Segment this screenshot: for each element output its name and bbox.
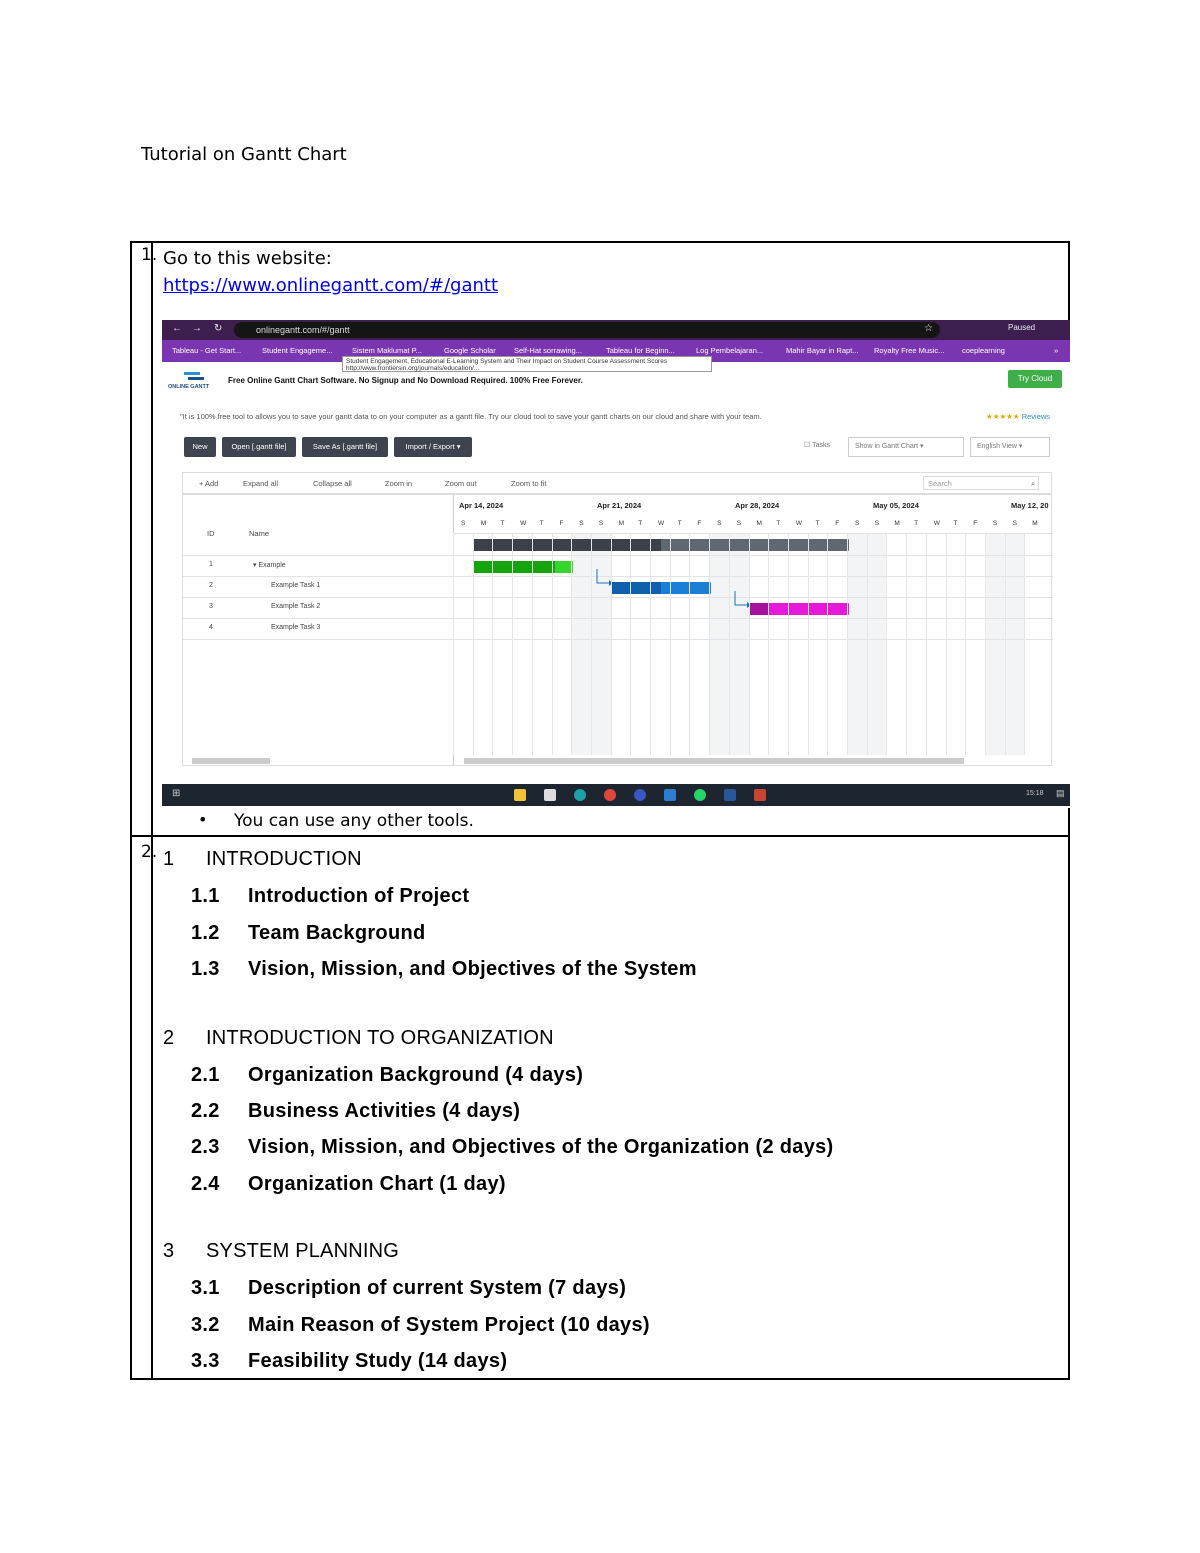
hover-tooltip: Student Engagement, Educational E-Learning System and Their Impact on Student Course Assessment Scores http://www.frontiersin.org/journals/education/... bbox=[342, 356, 712, 372]
edge-icon[interactable] bbox=[574, 789, 586, 801]
day-gridline bbox=[492, 533, 493, 755]
task-name[interactable]: Example Task 2 bbox=[271, 603, 321, 610]
section-number: 1 bbox=[163, 848, 175, 870]
subsection-title: Feasibility Study (14 days) bbox=[248, 1350, 508, 1372]
subsection-title: Organization Background (4 days) bbox=[248, 1064, 584, 1086]
day-gridline bbox=[749, 533, 750, 755]
store-icon[interactable] bbox=[664, 789, 676, 801]
bookmark-item[interactable]: Sistem Maklumat P... bbox=[352, 346, 422, 355]
notifications-icon[interactable]: ▤ bbox=[1056, 788, 1065, 798]
bookmark-item[interactable]: Student Engageme... bbox=[262, 346, 333, 355]
language-select[interactable]: English View ▾ bbox=[970, 437, 1050, 457]
day-label: T bbox=[776, 520, 781, 527]
reviews-label: Reviews bbox=[1021, 412, 1051, 421]
day-label: M bbox=[1032, 520, 1038, 527]
horizontal-scrollbar[interactable] bbox=[182, 758, 1052, 764]
day-gridline bbox=[571, 533, 572, 755]
subsection-title: Description of current System (7 days) bbox=[248, 1277, 627, 1299]
day-label: S bbox=[717, 520, 722, 527]
logo-text: ONLINE GANTT bbox=[168, 384, 210, 390]
day-label: W bbox=[795, 520, 803, 527]
step-number-2: 2. bbox=[141, 842, 158, 862]
subsection-number: 2.4 bbox=[191, 1173, 220, 1195]
task-id: 3 bbox=[209, 603, 213, 610]
new-button[interactable]: New bbox=[184, 437, 216, 457]
section-title: SYSTEM PLANNING bbox=[206, 1240, 400, 1262]
zoom-out-button[interactable]: Zoom out bbox=[445, 479, 477, 488]
bookmark-item[interactable]: coeplearning bbox=[962, 346, 1005, 355]
clock: 15:18 bbox=[1026, 790, 1044, 797]
day-label: F bbox=[835, 520, 840, 527]
subsection-title: Business Activities (4 days) bbox=[248, 1100, 521, 1122]
subsection-number: 3.1 bbox=[191, 1277, 220, 1299]
day-gridline bbox=[650, 533, 651, 755]
zoom-to-fit-button[interactable]: Zoom to fit bbox=[511, 479, 547, 488]
url-field[interactable]: onlinegantt.com/#/gantt bbox=[234, 322, 940, 338]
online-gantt-logo bbox=[166, 370, 216, 390]
day-label: S bbox=[579, 520, 584, 527]
day-gridline bbox=[965, 533, 966, 755]
task-1-progress bbox=[473, 561, 555, 573]
step-number-1: 1. bbox=[141, 245, 158, 265]
day-gridline bbox=[689, 533, 690, 755]
tagline: Free Online Gantt Chart Software. No Signup and No Download Required. 100% Free Forever. bbox=[228, 376, 583, 385]
subsection-number: 2.2 bbox=[191, 1100, 220, 1122]
search-input[interactable]: Search bbox=[923, 476, 1039, 490]
week-label: Apr 21, 2024 bbox=[597, 501, 642, 510]
day-gridline bbox=[611, 533, 612, 755]
day-label: F bbox=[973, 520, 978, 527]
subsection-title: Vision, Mission, and Objectives of the Organization (2 days) bbox=[248, 1136, 834, 1158]
day-gridline bbox=[985, 533, 986, 755]
summary-progress bbox=[473, 539, 661, 551]
bookmark-item[interactable]: Mahir Bayar in Rapt... bbox=[786, 346, 859, 355]
task-name[interactable]: ▾ Example bbox=[253, 562, 286, 569]
section-title: INTRODUCTION TO ORGANIZATION bbox=[206, 1027, 554, 1049]
day-gridline bbox=[473, 533, 474, 755]
day-gridline bbox=[630, 533, 631, 755]
day-gridline bbox=[788, 533, 789, 755]
day-label: W bbox=[658, 520, 665, 527]
day-label: M bbox=[480, 520, 487, 527]
tasks-checkbox[interactable]: ☐ Tasks bbox=[804, 442, 830, 449]
subsection-number: 3.3 bbox=[191, 1350, 220, 1372]
forward-icon[interactable]: → bbox=[192, 323, 202, 334]
whatsapp-icon[interactable] bbox=[694, 789, 706, 801]
subsection-number: 2.3 bbox=[191, 1136, 220, 1158]
open-gantt-file-button[interactable]: Open [.gantt file] bbox=[222, 437, 296, 457]
bookmark-item[interactable]: Tableau for Beginn... bbox=[606, 346, 675, 355]
week-label: Apr 28, 2024 bbox=[735, 501, 780, 510]
day-gridline bbox=[946, 533, 947, 755]
chrome-icon[interactable] bbox=[604, 789, 616, 801]
task-id: 2 bbox=[209, 582, 213, 589]
day-label: F bbox=[697, 520, 702, 527]
rating-stars: ★★★★★ bbox=[986, 412, 1020, 421]
document-title: Tutorial on Gantt Chart bbox=[141, 144, 347, 165]
week-label: Apr 14, 2024 bbox=[459, 501, 504, 510]
day-label: S bbox=[736, 520, 742, 527]
day-label: W bbox=[933, 520, 940, 527]
back-icon[interactable]: ← bbox=[172, 323, 182, 334]
day-label: T bbox=[638, 520, 643, 527]
add-button[interactable]: + Add bbox=[199, 479, 219, 488]
day-label: M bbox=[618, 520, 625, 527]
collapse-all-button[interactable]: Collapse all bbox=[313, 479, 352, 488]
subsection-title: Vision, Mission, and Objectives of the System bbox=[248, 958, 697, 980]
expand-all-button[interactable]: Expand all bbox=[243, 479, 279, 488]
day-gridline bbox=[808, 533, 809, 755]
view-select[interactable]: Show in Gantt Chart ▾ bbox=[848, 437, 964, 457]
column-divider bbox=[151, 243, 153, 1378]
day-gridline bbox=[768, 533, 769, 755]
day-label: M bbox=[894, 520, 900, 527]
task-name[interactable]: Example Task 1 bbox=[271, 582, 321, 589]
subsection-number: 1.1 bbox=[191, 885, 220, 907]
week-label: May 05, 2024 bbox=[873, 501, 919, 510]
more-bookmarks-icon[interactable]: » bbox=[1054, 346, 1059, 355]
day-gridline bbox=[827, 533, 828, 755]
bookmark-item[interactable]: Log Pembelajaran... bbox=[696, 346, 764, 355]
day-gridline bbox=[532, 533, 533, 755]
section-title: INTRODUCTION bbox=[206, 848, 362, 870]
section-number: 3 bbox=[163, 1240, 175, 1262]
day-label: S bbox=[855, 520, 860, 527]
day-label: S bbox=[1012, 520, 1017, 527]
id-column-header: ID bbox=[207, 529, 215, 538]
bookmark-item[interactable]: Tableau - Get Start... bbox=[172, 346, 242, 355]
subsection-title: Main Reason of System Project (10 days) bbox=[248, 1314, 650, 1336]
day-gridline bbox=[867, 533, 868, 755]
windows-taskbar bbox=[162, 784, 1070, 806]
day-label: F bbox=[559, 520, 564, 527]
day-label: T bbox=[539, 520, 544, 527]
gantt-toolbar bbox=[182, 472, 1052, 494]
subsection-number: 1.3 bbox=[191, 958, 220, 980]
import-export-button[interactable]: Import / Export ▾ bbox=[394, 437, 472, 457]
day-label: S bbox=[874, 520, 880, 527]
row-divider bbox=[132, 835, 1068, 837]
subsection-number: 2.1 bbox=[191, 1064, 220, 1086]
day-label: T bbox=[815, 520, 820, 527]
subsection-title: Introduction of Project bbox=[248, 885, 470, 907]
bookmark-item[interactable]: Google Scholar bbox=[444, 346, 496, 355]
notes-icon[interactable] bbox=[544, 789, 556, 801]
day-gridline bbox=[591, 533, 592, 755]
day-label: T bbox=[953, 520, 958, 527]
day-gridline bbox=[847, 533, 848, 755]
day-gridline bbox=[670, 533, 671, 755]
subsection-title: Organization Chart (1 day) bbox=[248, 1173, 506, 1195]
day-label: S bbox=[992, 520, 998, 527]
day-gridline bbox=[552, 533, 553, 755]
zoom-in-button[interactable]: Zoom in bbox=[385, 479, 413, 488]
step-1-content bbox=[163, 246, 1063, 300]
search-icon[interactable]: ⌕ bbox=[1031, 479, 1036, 488]
task-id: 1 bbox=[209, 561, 213, 568]
day-gridline bbox=[453, 533, 454, 755]
subsection-title: Team Background bbox=[248, 922, 426, 944]
day-gridline bbox=[1024, 533, 1025, 755]
app-icon[interactable] bbox=[754, 789, 766, 801]
task-2-progress bbox=[611, 582, 661, 594]
word-icon[interactable] bbox=[724, 789, 736, 801]
task-3-progress bbox=[749, 603, 769, 615]
day-label: S bbox=[461, 520, 466, 527]
media-player-icon[interactable] bbox=[634, 789, 646, 801]
subsection-number: 1.2 bbox=[191, 922, 220, 944]
day-label: M bbox=[756, 520, 762, 527]
save-as-gantt-file-button[interactable]: Save As [.gantt file] bbox=[302, 437, 388, 457]
task-grid bbox=[183, 495, 454, 765]
day-gridline bbox=[886, 533, 887, 755]
gantt-area bbox=[182, 494, 1052, 766]
day-label: S bbox=[598, 520, 604, 527]
day-label: T bbox=[500, 520, 505, 527]
gantt-website-link[interactable]: https://www.onlinegantt.com/#/gantt bbox=[163, 275, 498, 296]
day-label: W bbox=[520, 520, 527, 527]
try-cloud-button[interactable]: Try Cloud bbox=[1008, 370, 1062, 388]
day-label: T bbox=[677, 520, 682, 527]
day-gridline bbox=[512, 533, 513, 755]
file-explorer-icon[interactable] bbox=[514, 789, 526, 801]
subsection-number: 3.2 bbox=[191, 1314, 220, 1336]
gantt-screenshot bbox=[162, 320, 1070, 808]
bullet-icon: • bbox=[198, 810, 208, 829]
day-gridline bbox=[906, 533, 907, 755]
day-gridline bbox=[709, 533, 710, 755]
step-1-instruction: Go to this website: bbox=[163, 248, 332, 269]
reload-icon[interactable]: ↻ bbox=[214, 323, 223, 334]
browser-address-bar bbox=[162, 320, 1070, 340]
day-label: T bbox=[914, 520, 919, 527]
task-id: 4 bbox=[209, 624, 213, 631]
timeline bbox=[453, 495, 1053, 765]
bookmark-item[interactable]: Royalty Free Music... bbox=[874, 346, 945, 355]
bookmark-item[interactable]: Self-Hat sorrawing... bbox=[514, 346, 582, 355]
week-label: May 12, 20 bbox=[1011, 501, 1049, 510]
profile-status[interactable]: Paused bbox=[1008, 323, 1036, 332]
section-number: 2 bbox=[163, 1027, 175, 1049]
name-column-header: Name bbox=[249, 529, 270, 538]
day-gridline bbox=[1005, 533, 1006, 755]
info-text: "It is 100% free tool to allows you to save your gantt data to on your computer as a gantt file. Try our cloud tool to save your gantt charts on our cloud and share with your team. bbox=[180, 412, 762, 421]
day-gridline bbox=[926, 533, 927, 755]
reviews-link[interactable] bbox=[986, 412, 1050, 421]
day-gridline bbox=[729, 533, 730, 755]
task-name[interactable]: Example Task 3 bbox=[271, 624, 321, 631]
star-icon[interactable]: ☆ bbox=[924, 323, 933, 334]
windows-icon[interactable]: ⊞ bbox=[172, 788, 181, 799]
